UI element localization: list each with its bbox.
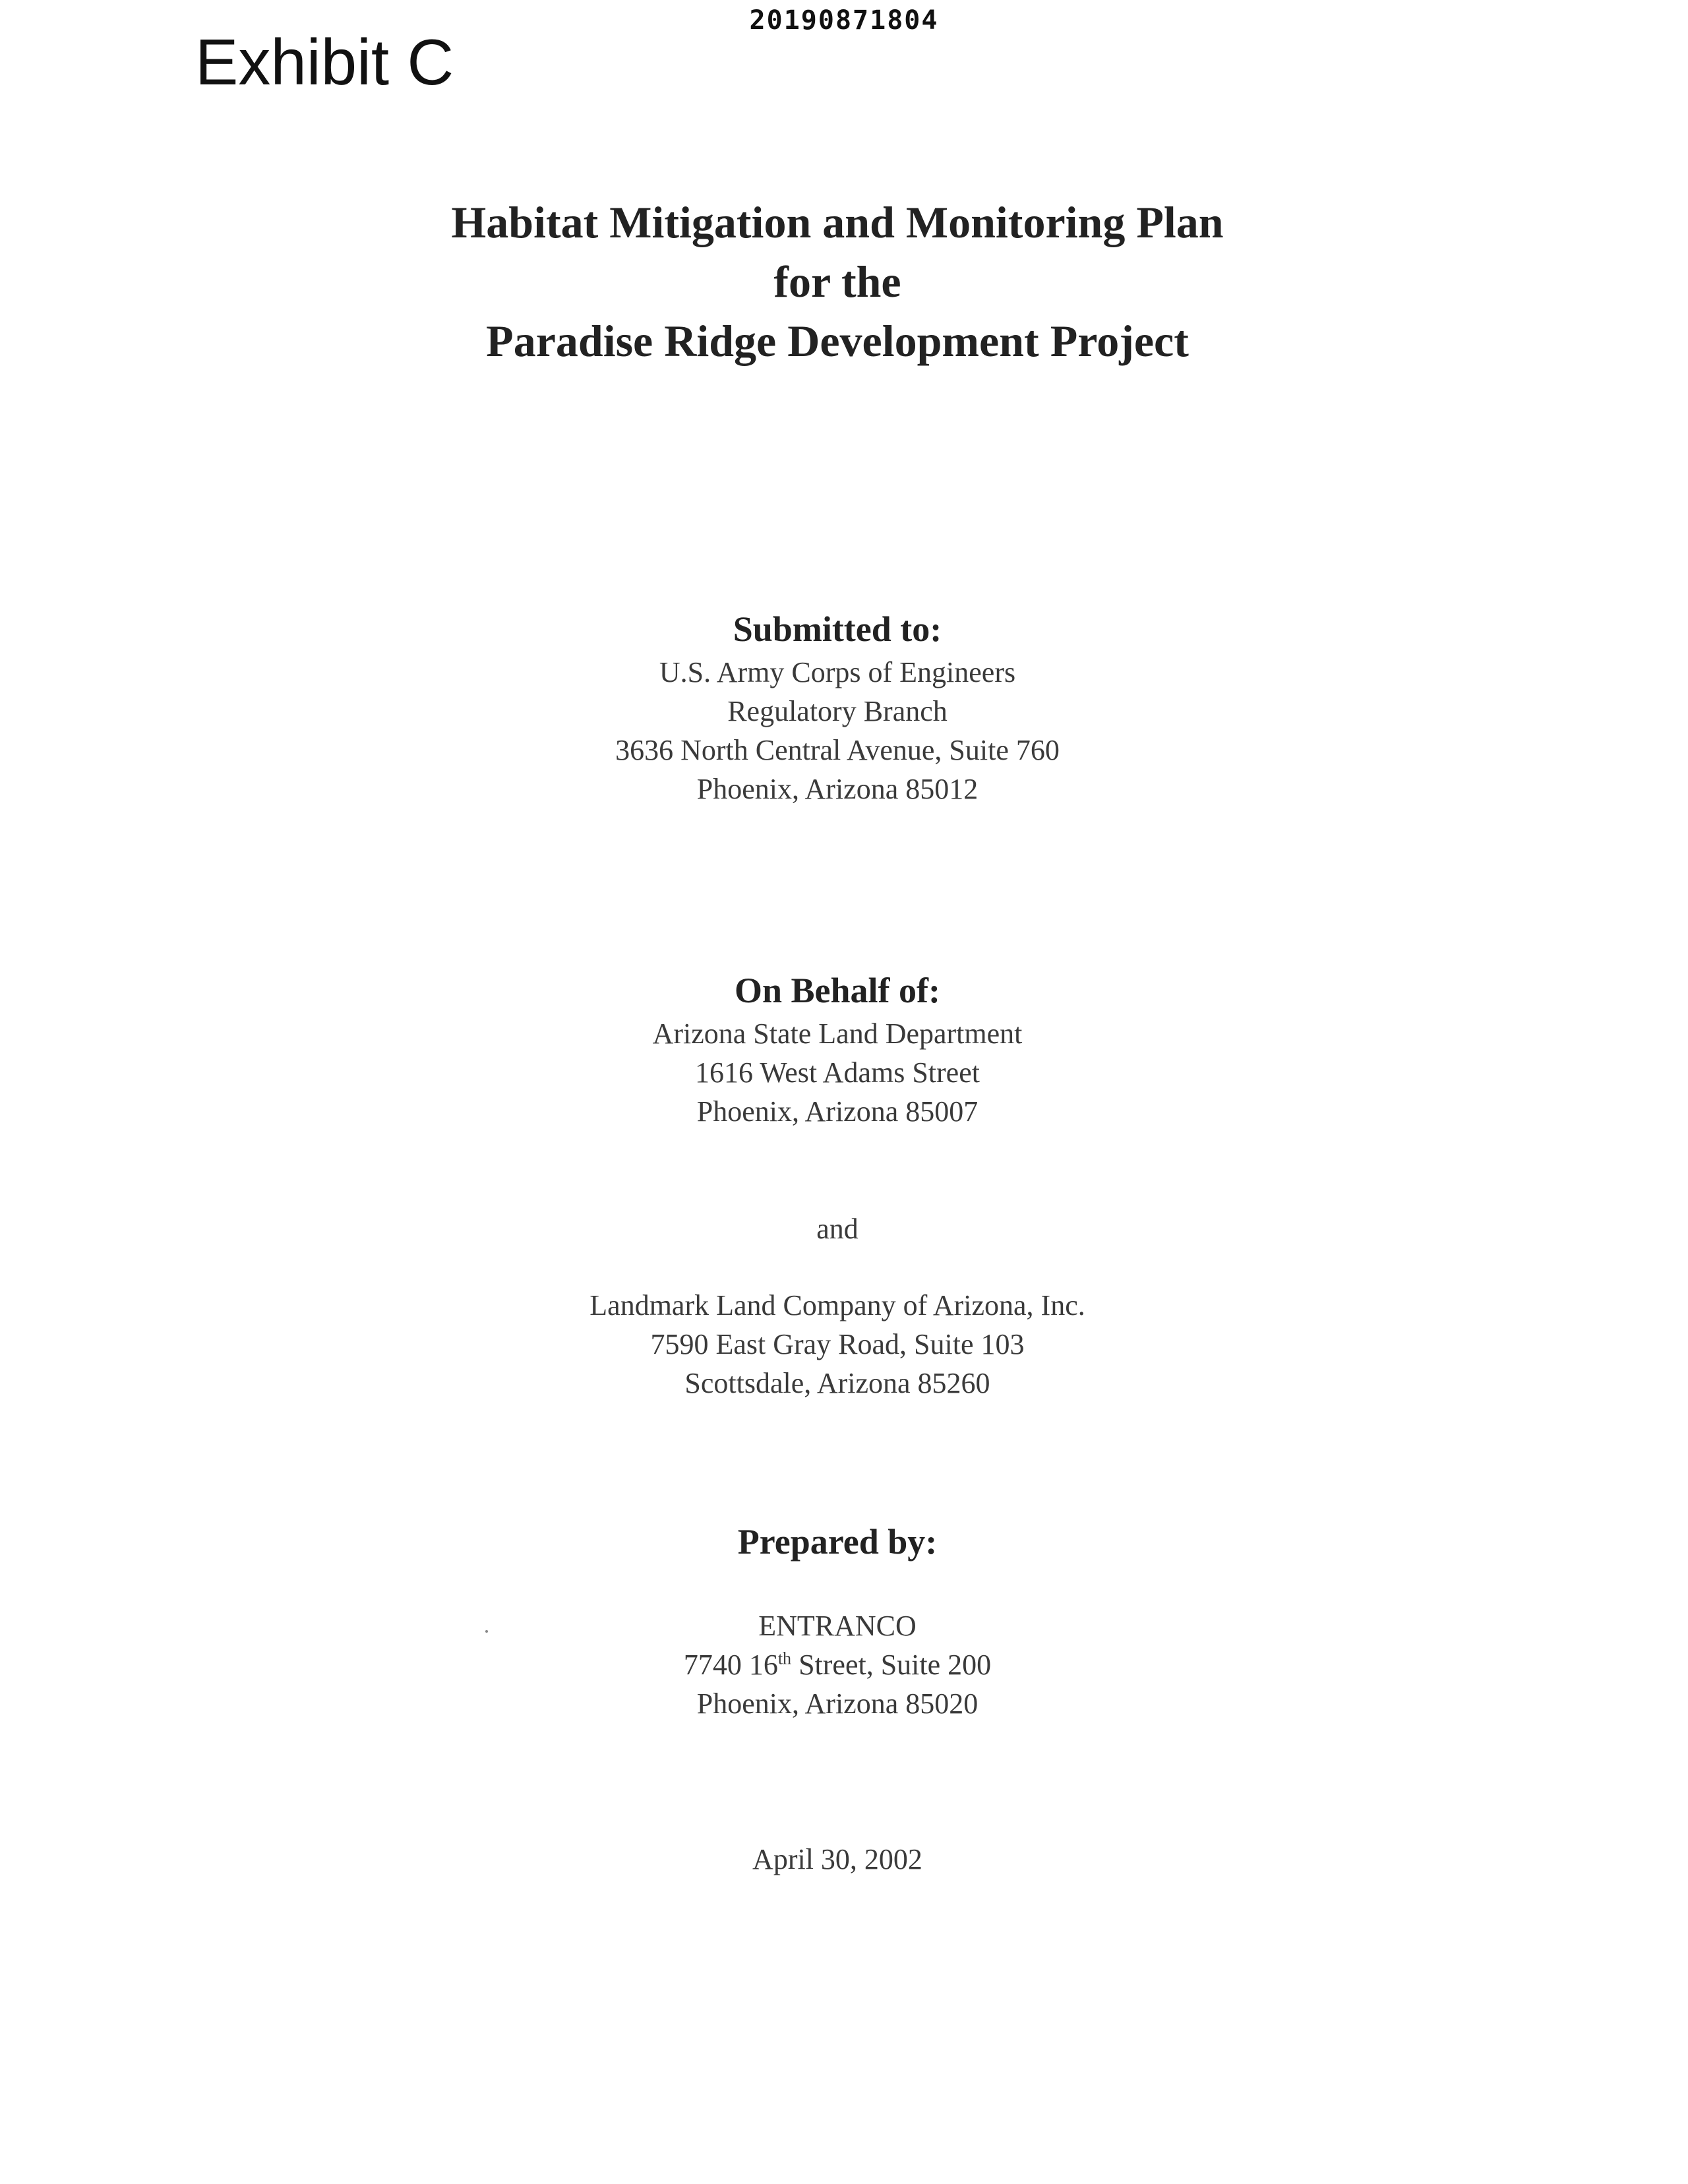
title-line-2: for the — [773, 257, 901, 307]
preparer-city: Phoenix, Arizona 85020 — [696, 1687, 979, 1720]
submitted-to-line: 3636 North Central Avenue, Suite 760 — [615, 734, 1060, 766]
document-date: April 30, 2002 — [752, 1843, 922, 1875]
and-text: and — [816, 1213, 859, 1245]
on-behalf-of-line: 1616 West Adams Street — [695, 1056, 980, 1089]
on-behalf-of-line: Phoenix, Arizona 85007 — [696, 1095, 979, 1128]
preparer-street-rest: Street, Suite 200 — [791, 1649, 992, 1681]
scan-speck — [485, 1630, 488, 1633]
submitted-to-heading: Submitted to: — [733, 609, 942, 649]
on-behalf-of-section — [0, 967, 1675, 1131]
and-conjunction — [0, 1209, 1675, 1248]
second-party-line: 7590 East Gray Road, Suite 103 — [650, 1328, 1025, 1360]
document-date-section — [0, 1840, 1675, 1879]
submitted-to-line: Phoenix, Arizona 85012 — [696, 773, 979, 805]
prepared-by-section — [0, 1518, 1675, 1565]
recording-number: 20190871804 — [749, 5, 939, 36]
on-behalf-of-heading: On Behalf of: — [734, 971, 940, 1010]
exhibit-label: Exhibit C — [195, 26, 454, 98]
preparer-street-number: 7740 16 — [683, 1649, 778, 1681]
preparer-firm: ENTRANCO — [758, 1610, 917, 1642]
submitted-to-line: U.S. Army Corps of Engineers — [659, 656, 1016, 688]
second-party-line: Scottsdale, Arizona 85260 — [684, 1367, 990, 1399]
second-party-section — [0, 1286, 1675, 1403]
document-title — [0, 193, 1675, 371]
submitted-to-line: Regulatory Branch — [727, 695, 948, 727]
second-party-line: Landmark Land Company of Arizona, Inc. — [589, 1289, 1085, 1321]
on-behalf-of-line: Arizona State Land Department — [652, 1017, 1023, 1050]
preparer-street-suffix: th — [777, 1649, 792, 1668]
prepared-by-heading: Prepared by: — [737, 1522, 938, 1562]
title-line-3: Paradise Ridge Development Project — [486, 316, 1189, 366]
preparer-address — [0, 1606, 1675, 1723]
submitted-to-section — [0, 605, 1675, 808]
preparer-street — [0, 1645, 1675, 1684]
title-line-1: Habitat Mitigation and Monitoring Plan — [451, 197, 1224, 247]
